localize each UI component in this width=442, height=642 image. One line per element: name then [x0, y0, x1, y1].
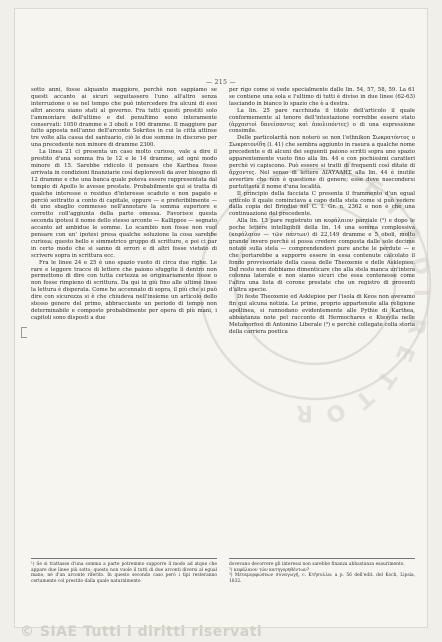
paragraph: sotto anni, fosse alquanto maggiore, perchè non sappiamo se questi accanto ai sicuri seguitassero l'uno all'altro senza interruzione o se nel tempo che può intercedere fra alcuni di essi altri ancora siano stati al governo. Fra tutti questi prestiti solo l'ammontare dell'ultimo e del penultimo sono interamente conservati: 1050 dramme e 3 oboli e 190 dramme. Il maggiore par fatto apposta nell'anno dell'arconte Sokritos in cui la città attinse tre volte alla cassa del santuario, ciò le due somme in discorso per una precedente non minore di dramme 2300. [31, 87, 217, 149]
svg-text:R: R [296, 400, 313, 425]
svg-text:I: I [408, 288, 434, 298]
svg-text:D: D [405, 254, 435, 279]
svg-text:T: T [349, 384, 378, 414]
footnotes-left [31, 558, 217, 584]
paragraph: La lin. 25 pare racchiuda il titolo dell'articolo il quale conformemente al tenore dell'intestazione vorrebbe essere stato (ἀρχαστοὶ δανείσαντες καὶ ἀπολιπόντες) o di una espressione consimile. [229, 107, 415, 135]
svg-text:I: I [336, 156, 355, 183]
footnote-text: dovevano decorrere gli interessi non sarebbe finanza abbastanza esaurimento. ²) κεφάλαιον τῶν κατηγορηθέντων? ³) Μεταμορφώσεων συναγωγή, c. Κτήσυλλα: a p. 56 dell'edit. del Koch, Lipsia, 1832. [229, 562, 415, 584]
left-text-column [31, 87, 217, 322]
svg-text:R: R [402, 315, 430, 337]
paragraph: Alla lin. 13 pare registrato un κεφάλαιον parziale (²) e dopo le poche lettere intelligibili della lin. 14 una somma complessiva (κεφάλαιον — τῶν πάντων) di 22,149 dramme e 5 oboli, molto grande invero perchè si possa credere composta dalle sole decime notate sulla stela — comprendendovi pure anche le perdute — e che portarebbe a supporre essere in essa contenute calcolato il fondo provvisoriale della cassa delle Theoxenie e delle Asklepiee. Del resto non dobbiamo dimenticare che alla stela manca un'intera colonna laterale e non siamo sicuri che essa contenesse come l'altra una lista di corone prestate che un registro di proventi d'altra specie. [229, 218, 415, 294]
paragraph: La linea 21 ci presenta un caso molto curioso, vale a dire il prestito d'una somma fra le 12 e le 14 dramme, ad ogni modo minore di 15. Sarebbe ridicolo il pensare che Karthea fosse arrivata in condizioni finanziarie così deplorevoli da aver bisogno di 12 dramme e che una banca quale poteva essere rappresentata dal tempio di Apollo le avesse prestate. Probabilmente qui si tratta di qualche interesse o residuo d'interesse scaduto e non pagato e perciò sottratto a conto di capitale, oppure — e preferibilmente — di uno sbaglio commesso nell'annotare la somma superiore e corretto coll'aggiunta della parte omessa. Favorisce questa seconda ipotesi il nome dello stesso arconte — Kallippos — segnato accanto ad ambidue le somme. Lo scambio non fosse non vuol pensare con un' ipotesi presa qualche soluzione la cosa sarebbe curiosa; questo bello e simmetrico gruppo di scritture, e poi ci par in certo modo che si sanno di errori e di altri fosse vietato di scrivere sopra in scrittura ecc. [31, 149, 217, 259]
svg-text:O: O [320, 396, 350, 428]
svg-text:E: E [359, 174, 387, 203]
footnote-text: ¹) Se si trattasse d'una somma a parte potremmo supporre il modo ad atque che appare due linee più sotto; questo non vuole il tutti di due arconti diversi al egual mano, nè d'un arconte riferito. In questo secondo caso però i tipi resteranno certamente col prestito dalla quale naturalmente [31, 562, 217, 584]
copyright-watermark: © SIAE Tutti i diritti riservati [20, 624, 263, 640]
right-text-column [229, 87, 415, 336]
paragraph: Il principio della facciata C presenta il frammento d'un egual articolo il quale cominciava a capo della stela come si può vedere dalla copia del Brindisi nel C. I. Gr. n. 2362 e non è che una continuazione del precedente. [229, 190, 415, 218]
footnotes-right [229, 558, 415, 584]
svg-text:E: E [389, 341, 419, 366]
margin-bracket-mark [21, 327, 27, 338]
document-page [14, 8, 435, 628]
svg-text:A: A [395, 222, 426, 249]
svg-text:T: T [371, 365, 401, 393]
paragraph: per rigo come si vede specialmente dalle lin. 54, 57, 58, 59. La 61 se contiene una sola e l'ultimo di tutti è diviso in due linee (62-63) lasciando in bianco lo spazio che è a destra. [229, 87, 415, 107]
paragraph: Fra le linee 24 e 25 è uno spazio vuoto di circa due righe. Le rare e leggere tracce di lettere che paiono sfuggite lì dentro non permettono di dire con tutta certezza se originariamente fosse o non fosse rimpieno di scrittura. Da qui in giù fino alle ultime linee la lettura è disperata. Come ho accennato di sopra, il più che si può dire con sicurezza si è che chiudeva nell'insieme un articolo dello stesso genere del primo, abbracciante un periodo di tempo non determinabile e composto probabilmente per opera di più mani, i capitoli sono disposti a due [31, 259, 217, 321]
page-number-header: — 215 — [205, 79, 237, 86]
paragraph: Di feste Theoxenie ed Asklepiee per l'isola di Keos non avevamo fin qui alcuna notizia. Le prime, proprio appartenute alla religione apollinea, si rannodano evidentemente alle Pythie di Karthea, abbastanza note pel racconto di Hermochares e Ktesylla nelle Metamorfosi di Antonino Liberale (³) e perchè collegate colla storia della carriera poetica [229, 294, 415, 335]
svg-text:T: T [379, 194, 409, 223]
paragraph: Delle particolarità non noterò se non l'ethnikon Σωκρατόντος ο Σωκρατονίδη (l. 41) che sembra aggiunto in rasura a qualche nome precedente e di alcuni dei seguenti paiono scritti sopra uno spazio apparentemente vuoto fino alla lin. 44 e con pochissimi caratteri perchè vi capiscono. Può essere si tratti di frequenti così ditate di ἄρχοντες. Nel senso di lettere ΔΙΑΥΑΔΗΣ alla lin. 44 è inutile avvertire che non è questione di genere; esse deve nascondersi purtuttavia il nome d'una località. [229, 135, 415, 190]
